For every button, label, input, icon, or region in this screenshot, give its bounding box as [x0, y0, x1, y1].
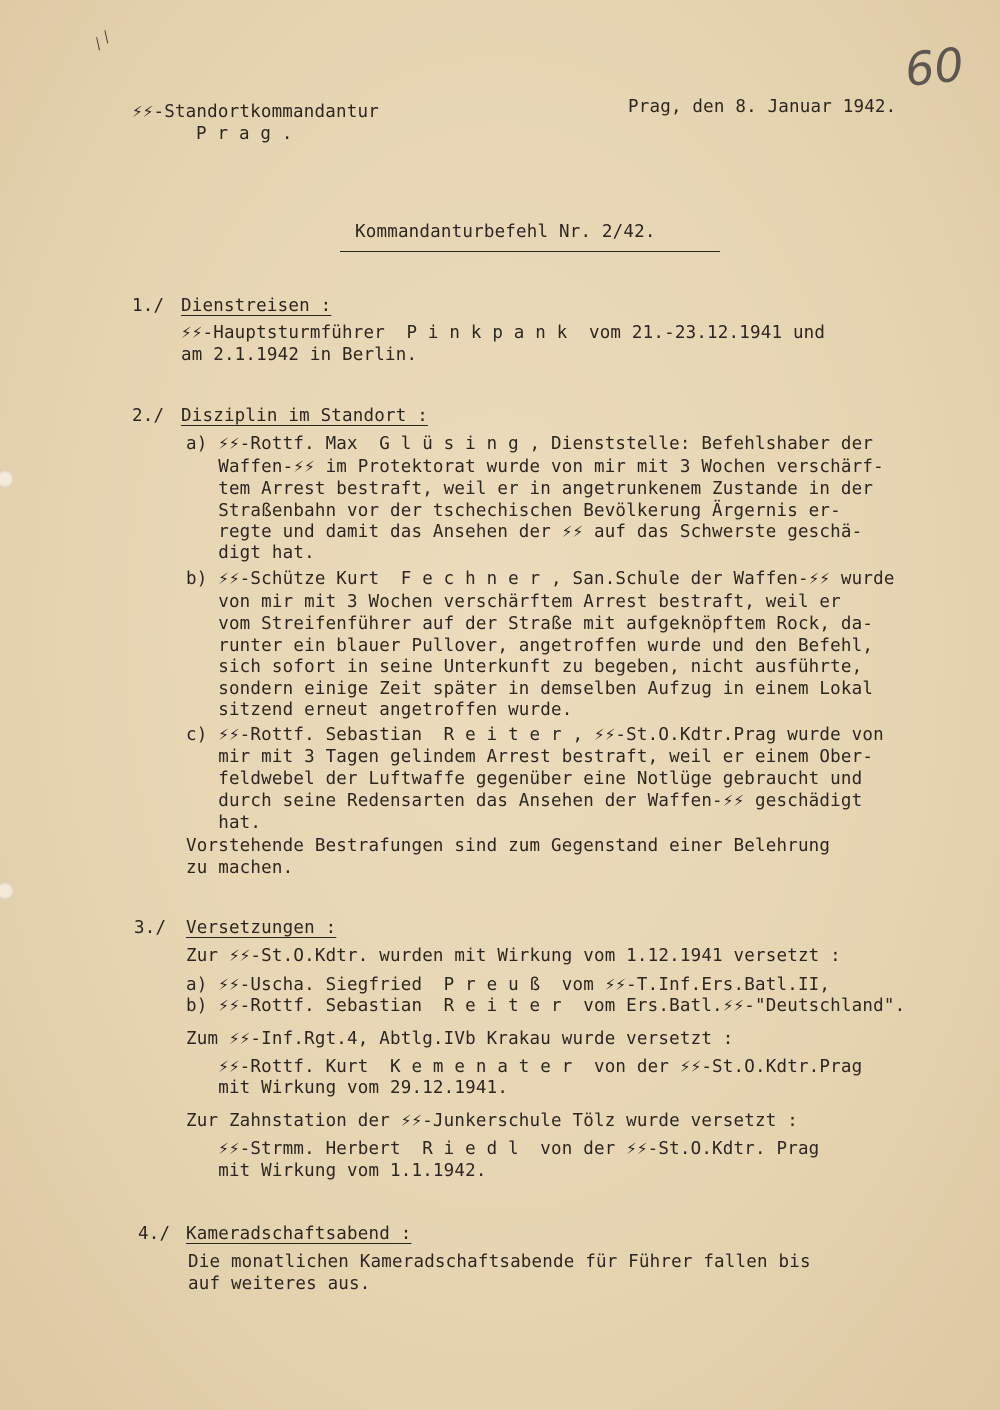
section-2-b-line: runter ein blauer Pullover, angetroffen wurde und den Befehl,: [186, 636, 874, 656]
section-3-line: Zur ⚡⚡-St.O.Kdtr. wurden mit Wirkung vom 1.12.1941 versetzt :: [186, 946, 841, 966]
section-2-a-line: tem Arrest bestraft, weil er in angetrunkenem Zustande in der: [186, 479, 874, 499]
pencil-mark-icon: ⁄⁄: [87, 25, 118, 56]
section-2-a-line: Straßenbahn vor der tschechischen Bevölkerung Ärgernis er-: [186, 501, 841, 521]
section-3-line: a) ⚡⚡-Uscha. Siegfried P r e u ß vom ⚡⚡-T.Inf.Ers.Batl.II,: [186, 975, 831, 995]
page-number: 60: [902, 37, 967, 97]
section-4-heading: Kameradschaftsabend :: [186, 1224, 412, 1244]
section-3-line: ⚡⚡-Rottf. Kurt K e m e n a t e r von der ⚡⚡-St.O.Kdtr.Prag: [186, 1057, 863, 1077]
section-2-c-line: hat.: [186, 813, 262, 833]
section-1-line: ⚡⚡-Hauptsturmführer P i n k p a n k vom 21.-23.12.1941 und: [181, 323, 826, 343]
section-2-c-line: durch seine Redensarten das Ansehen der Waffen-⚡⚡ geschädigt: [186, 791, 863, 811]
section-3-line: Zur Zahnstation der ⚡⚡-Junkerschule Tölz wurde versetzt :: [186, 1111, 798, 1131]
section-4-number: 4./: [138, 1224, 171, 1244]
section-3-line: b) ⚡⚡-Rottf. Sebastian R e i t e r vom Ers.Batl.⚡⚡-"Deutschland".: [186, 996, 906, 1016]
section-2-b-line: vom Streifenführer auf der Straße mit aufgeknöpftem Rock, da-: [186, 614, 874, 634]
section-2-number: 2./: [132, 406, 165, 426]
office-line-1: ⚡⚡-Standortkommandantur: [132, 102, 379, 122]
section-3-heading: Versetzungen :: [186, 918, 337, 938]
section-2-a-line: Waffen-⚡⚡ im Protektorat wurde von mir mit 3 Wochen verschärf-: [186, 457, 884, 477]
punch-hole-bottom: [0, 882, 14, 900]
section-2-b-line: b) ⚡⚡-Schütze Kurt F e c h n e r , San.Schule der Waffen-⚡⚡ wurde: [186, 569, 895, 589]
section-4-line: auf weiteres aus.: [188, 1274, 371, 1294]
title-underline: [340, 251, 720, 252]
section-2-c-line: feldwebel der Luftwaffe gegenüber eine Notlüge gebraucht und: [186, 769, 863, 789]
office-line-2: P r a g .: [196, 124, 293, 144]
section-2-a-line: digt hat.: [186, 543, 315, 563]
section-2-a-line: a) ⚡⚡-Rottf. Max G l ü s i n g , Dienststelle: Befehlshaber der: [186, 434, 874, 454]
punch-hole-top: [0, 470, 14, 488]
section-2-b-line: sich sofort in seine Unterkunft zu begeben, nicht ausführte,: [186, 657, 863, 677]
section-2-a-line: regte und damit das Ansehen der ⚡⚡ auf das Schwerste geschä-: [186, 522, 863, 542]
section-2-closing-line: Vorstehende Bestrafungen sind zum Gegenstand einer Belehrung: [186, 836, 831, 856]
section-3-line: mit Wirkung vom 1.1.1942.: [186, 1161, 487, 1181]
section-3-line: Zum ⚡⚡-Inf.Rgt.4, Abtlg.IVb Krakau wurde versetzt :: [186, 1029, 734, 1049]
section-4-line: Die monatlichen Kameradschaftsabende für Führer fallen bis: [188, 1252, 811, 1272]
section-2-b-line: von mir mit 3 Wochen verschärftem Arrest bestraft, weil er: [186, 592, 841, 612]
section-3-number: 3./: [134, 918, 167, 938]
section-1-number: 1./: [132, 296, 165, 316]
section-3-line: mit Wirkung vom 29.12.1941.: [186, 1078, 509, 1098]
section-1-heading: Dienstreisen :: [181, 296, 332, 316]
section-3-line: ⚡⚡-Strmm. Herbert R i e d l von der ⚡⚡-St.O.Kdtr. Prag: [186, 1139, 820, 1159]
section-2-heading: Disziplin im Standort :: [181, 406, 428, 426]
section-2-b-line: sondern einige Zeit später in demselben Aufzug in einem Lokal: [186, 679, 874, 699]
section-2-c-line: mir mit 3 Tagen gelindem Arrest bestraft, weil er einem Ober-: [186, 747, 874, 767]
section-2-c-line: c) ⚡⚡-Rottf. Sebastian R e i t e r , ⚡⚡-St.O.Kdtr.Prag wurde von: [186, 725, 884, 745]
section-2-closing-line: zu machen.: [186, 858, 294, 878]
section-2-b-line: sitzend erneut angetroffen wurde.: [186, 700, 573, 720]
document-title: Kommandanturbefehl Nr. 2/42.: [355, 222, 656, 242]
document-date: Prag, den 8. Januar 1942.: [628, 97, 897, 117]
section-1-line: am 2.1.1942 in Berlin.: [181, 345, 418, 365]
